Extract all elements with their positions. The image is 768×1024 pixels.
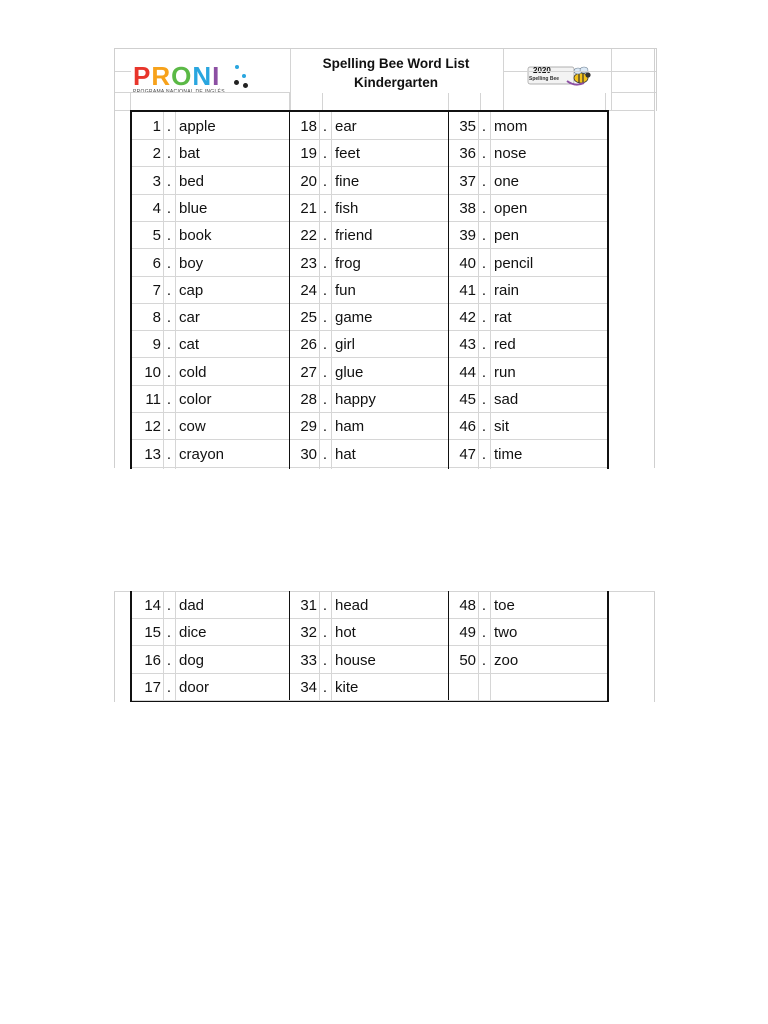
separator-dot: . <box>481 418 487 436</box>
table-row <box>132 112 607 140</box>
column-separator <box>448 591 449 700</box>
column-separator <box>448 112 449 469</box>
spelling-word: frog <box>335 254 361 272</box>
word-number: 45 <box>459 391 476 408</box>
spelling-word: cat <box>179 336 200 354</box>
word-number <box>449 673 476 700</box>
separator-dot: . <box>481 363 487 381</box>
spelling-word: hat <box>335 445 356 463</box>
grid-line <box>175 591 176 700</box>
word-number: 5 <box>152 227 161 245</box>
separator-dot: . <box>481 624 487 642</box>
separator-dot: . <box>166 309 172 327</box>
logo-letter: I <box>212 61 221 91</box>
word-number: 40 <box>459 254 476 272</box>
separator-dot: . <box>166 418 172 436</box>
spelling-word: nose <box>494 145 527 163</box>
word-number: 24 <box>300 281 317 299</box>
separator-dot: . <box>322 418 328 436</box>
word-number: 7 <box>152 281 161 299</box>
spelling-word: time <box>494 445 523 463</box>
spelling-word: pen <box>494 227 520 245</box>
spelling-word: friend <box>335 227 373 245</box>
grid-line <box>490 112 491 469</box>
word-number: 18 <box>300 118 317 135</box>
separator-dot: . <box>481 118 487 135</box>
word-number: 10 <box>144 363 161 381</box>
spelling-word: crayon <box>179 445 225 463</box>
separator-dot <box>478 673 490 700</box>
title-line-2: Kindergarten <box>353 75 438 90</box>
badge-text: Spelling Bee <box>529 76 560 82</box>
spelling-word: red <box>494 336 516 354</box>
word-number: 41 <box>459 281 476 299</box>
table-row <box>132 330 607 358</box>
spelling-word: ear <box>335 118 357 135</box>
spelling-word: kite <box>335 678 359 696</box>
spelling-word: blue <box>179 199 208 217</box>
spelling-word: feet <box>335 145 361 163</box>
word-list-sheet-top <box>114 48 655 468</box>
separator-dot: . <box>322 678 328 696</box>
separator-dot: . <box>481 445 487 463</box>
separator-dot: . <box>322 651 328 669</box>
word-number: 27 <box>300 363 317 381</box>
grid-line <box>319 112 320 469</box>
separator-dot: . <box>166 597 172 614</box>
separator-dot: . <box>322 281 328 299</box>
separator-dot: . <box>481 172 487 190</box>
word-number: 8 <box>152 309 161 327</box>
logo-letter: R <box>151 61 172 91</box>
word-number: 29 <box>300 418 317 436</box>
word-number: 44 <box>459 363 476 381</box>
word-number: 4 <box>152 199 161 217</box>
spelling-word: fish <box>335 199 359 217</box>
separator-dot: . <box>322 597 328 614</box>
grid-line <box>163 112 164 469</box>
spelling-word: one <box>494 172 520 190</box>
separator-dot: . <box>481 254 487 272</box>
column-separator <box>289 591 290 700</box>
spelling-word: two <box>494 624 518 642</box>
word-number: 28 <box>300 391 317 408</box>
spelling-word: sit <box>494 418 509 436</box>
table-row <box>132 303 607 331</box>
logo-letter: P <box>133 61 152 91</box>
separator-dot: . <box>481 199 487 217</box>
separator-dot: . <box>322 445 328 463</box>
spelling-word: dad <box>179 597 205 614</box>
word-number: 21 <box>300 199 317 217</box>
table-row <box>132 139 607 167</box>
grid-line <box>490 591 491 700</box>
word-number: 15 <box>144 624 161 642</box>
spelling-word: fine <box>335 172 360 190</box>
word-number: 11 <box>145 391 161 408</box>
grid-line <box>163 591 164 700</box>
word-number: 30 <box>300 445 317 463</box>
spelling-word: apple <box>179 118 216 135</box>
separator-dot: . <box>322 391 328 408</box>
separator-dot: . <box>322 624 328 642</box>
word-number: 14 <box>144 597 161 614</box>
separator-dot: . <box>481 391 487 408</box>
word-number: 34 <box>300 678 317 696</box>
separator-dot: . <box>322 172 328 190</box>
table-row <box>132 358 607 386</box>
word-number: 43 <box>459 336 476 354</box>
word-number: 23 <box>300 254 317 272</box>
table-row <box>132 673 607 701</box>
separator-dot: . <box>322 363 328 381</box>
word-number: 31 <box>300 597 317 614</box>
spelling-word: cold <box>179 363 207 381</box>
spelling-word: zoo <box>494 651 519 669</box>
word-number: 33 <box>300 651 317 669</box>
word-number: 3 <box>152 172 161 190</box>
spelling-word: bat <box>179 145 200 163</box>
spelling-word: open <box>494 199 528 217</box>
spelling-word: dog <box>179 651 205 669</box>
word-number: 47 <box>459 445 476 463</box>
word-number: 12 <box>144 418 161 436</box>
separator-dot: . <box>166 678 172 696</box>
separator-dot: . <box>166 281 172 299</box>
grid-line <box>478 112 479 469</box>
spelling-word: run <box>494 363 516 381</box>
page-title <box>291 54 501 92</box>
table-row <box>132 167 607 195</box>
table-row <box>132 440 607 468</box>
word-number: 19 <box>300 145 317 163</box>
word-number: 1 <box>152 118 161 135</box>
column-separator <box>289 112 290 469</box>
table-row <box>132 618 607 646</box>
word-number: 36 <box>459 145 476 163</box>
table-row <box>132 385 607 413</box>
word-number: 39 <box>459 227 476 245</box>
word-table-bottom <box>130 591 609 702</box>
separator-dot: . <box>322 309 328 327</box>
spelling-word: fun <box>335 281 356 299</box>
spelling-word: boy <box>179 254 204 272</box>
spelling-word: bed <box>179 172 205 190</box>
separator-dot: . <box>322 336 328 354</box>
separator-dot: . <box>322 145 328 163</box>
spelling-word: rat <box>494 309 512 327</box>
table-row <box>132 591 607 619</box>
logo-letter: N <box>192 61 213 91</box>
word-number: 2 <box>152 145 161 163</box>
separator-dot: . <box>166 391 172 408</box>
grid-line <box>478 591 479 700</box>
separator-dot: . <box>166 172 172 190</box>
spelling-word: dice <box>179 624 207 642</box>
separator-dot: . <box>481 309 487 327</box>
spelling-word: sad <box>494 391 519 408</box>
spelling-word: cow <box>179 418 206 436</box>
grid-line <box>331 112 332 469</box>
word-number: 6 <box>152 254 161 272</box>
spelling-word: book <box>179 227 212 245</box>
logo-letter: O <box>171 61 193 91</box>
logo-dots-icon <box>233 65 249 91</box>
separator-dot: . <box>166 363 172 381</box>
separator-dot: . <box>481 336 487 354</box>
grid-line <box>319 591 320 700</box>
separator-dot: . <box>166 199 172 217</box>
word-number: 25 <box>300 309 317 327</box>
spelling-word: girl <box>335 336 356 354</box>
word-number: 17 <box>144 678 161 696</box>
word-number: 20 <box>300 172 317 190</box>
table-row <box>132 249 607 277</box>
spelling-word: door <box>179 678 210 696</box>
spelling-word: pencil <box>494 254 534 272</box>
separator-dot: . <box>166 624 172 642</box>
word-number: 46 <box>459 418 476 436</box>
title-line-1: Spelling Bee Word List <box>322 56 470 71</box>
word-number: 38 <box>459 199 476 217</box>
separator-dot: . <box>166 336 172 354</box>
separator-dot: . <box>166 118 172 135</box>
separator-dot: . <box>322 227 328 245</box>
word-table-top <box>130 110 609 469</box>
spelling-word: toe <box>494 597 515 614</box>
spelling-word: mom <box>494 118 528 135</box>
separator-dot: . <box>322 254 328 272</box>
word-number: 26 <box>300 336 317 354</box>
separator-dot: . <box>322 118 328 135</box>
spelling-word: ham <box>335 418 365 436</box>
table-row <box>132 221 607 249</box>
word-number: 42 <box>459 309 476 327</box>
spelling-word: head <box>335 597 369 614</box>
table-row <box>132 194 607 222</box>
separator-dot: . <box>166 145 172 163</box>
word-number: 35 <box>459 118 476 135</box>
spelling-word: glue <box>335 363 364 381</box>
word-number: 32 <box>300 624 317 642</box>
separator-dot: . <box>166 445 172 463</box>
word-number: 9 <box>152 336 161 354</box>
word-number: 49 <box>459 624 476 642</box>
spelling-word <box>490 673 607 700</box>
table-row <box>132 646 607 674</box>
spelling-word: color <box>179 391 212 408</box>
sheet-header <box>114 48 657 111</box>
spelling-word: rain <box>494 281 520 299</box>
table-row <box>132 412 607 440</box>
spelling-word: house <box>335 651 376 669</box>
separator-dot: . <box>481 597 487 614</box>
word-list-sheet-bottom <box>114 591 655 702</box>
grid-line <box>331 591 332 700</box>
word-number: 50 <box>459 651 476 669</box>
spelling-word: cap <box>179 281 204 299</box>
grid-line <box>175 112 176 469</box>
word-number: 37 <box>459 172 476 190</box>
separator-dot: . <box>481 227 487 245</box>
word-number: 13 <box>144 445 161 463</box>
separator-dot: . <box>166 254 172 272</box>
spelling-word: happy <box>335 391 376 408</box>
table-row <box>132 276 607 304</box>
spelling-word: hot <box>335 624 356 642</box>
separator-dot: . <box>481 145 487 163</box>
separator-dot: . <box>481 651 487 669</box>
spelling-word: car <box>179 309 200 327</box>
logo-word <box>133 63 220 89</box>
word-number: 48 <box>459 597 476 614</box>
spelling-word: game <box>335 309 373 327</box>
word-number: 22 <box>300 227 317 245</box>
separator-dot: . <box>322 199 328 217</box>
separator-dot: . <box>166 227 172 245</box>
separator-dot: . <box>481 281 487 299</box>
spelling-bee-badge <box>527 63 593 89</box>
separator-dot: . <box>166 651 172 669</box>
word-number: 16 <box>144 651 161 669</box>
